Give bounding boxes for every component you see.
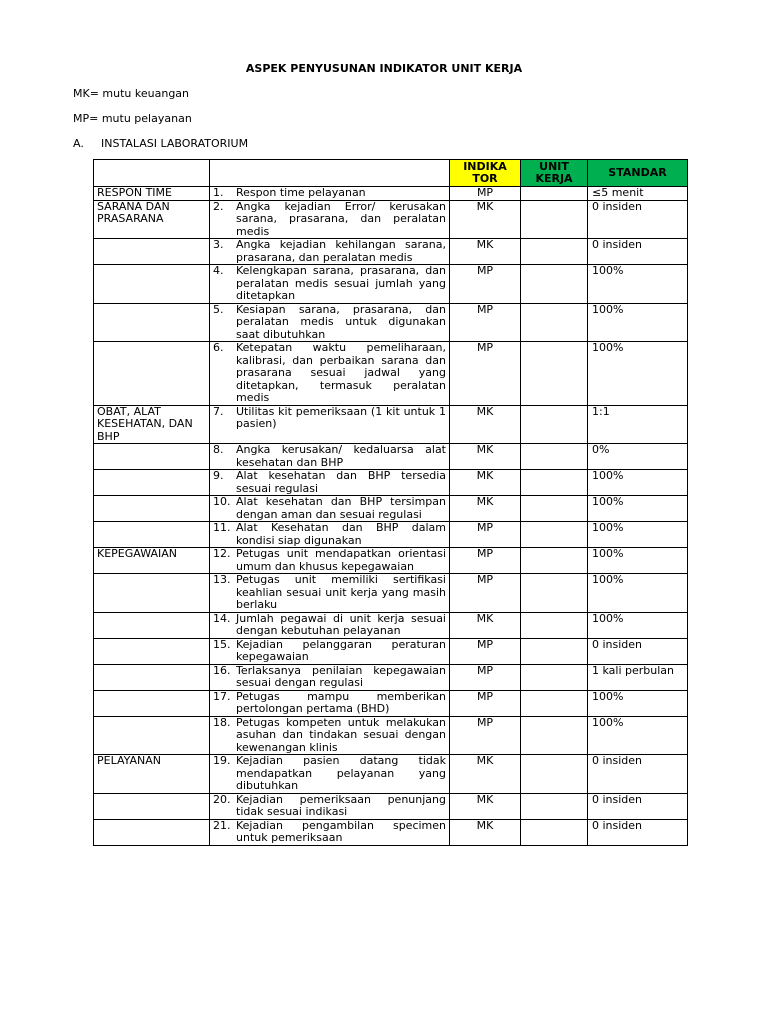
indicator-item <box>213 755 446 793</box>
item-number: 7. <box>213 405 224 418</box>
row-standar: 1 kali perbulan <box>588 664 688 690</box>
indicator-item <box>213 639 446 664</box>
item-number: 6. <box>213 341 224 354</box>
row-unit-kerja <box>521 444 588 470</box>
indicator-item <box>213 574 446 612</box>
row-indicator-text <box>210 187 450 201</box>
row-unit-kerja <box>521 638 588 664</box>
item-text: Angka kejadian Error/ kerusakan sarana, prasarana, dan peralatan medis <box>236 200 446 238</box>
row-indicator-text <box>210 716 450 755</box>
row-indicator-text <box>210 496 450 522</box>
row-indicator-text <box>210 548 450 574</box>
indicator-item <box>213 717 446 755</box>
legend-mp: MP= mutu pelayanan <box>73 112 192 125</box>
row-indicator-text <box>210 470 450 496</box>
item-number: 1. <box>213 186 224 199</box>
row-category <box>94 690 210 716</box>
row-standar: 100% <box>588 342 688 406</box>
indicator-item <box>213 548 446 573</box>
table-row <box>94 444 688 470</box>
item-text: Alat kesehatan dan BHP tersimpan dengan aman dan sesuai regulasi <box>236 495 446 521</box>
row-indicator-text <box>210 265 450 304</box>
item-text: Terlaksanya penilaian kepegawaian sesuai dengan regulasi <box>236 664 446 689</box>
table-row <box>94 819 688 845</box>
row-indikator: MK <box>450 405 521 444</box>
row-unit-kerja <box>521 239 588 265</box>
row-category: KEPEGAWAIAN <box>94 548 210 574</box>
item-text: Utilitas kit pemeriksaan (1 kit untuk 1 pasien) <box>236 405 446 430</box>
row-unit-kerja <box>521 342 588 406</box>
row-indikator: MK <box>450 793 521 819</box>
table-row <box>94 496 688 522</box>
table-row <box>94 716 688 755</box>
row-indicator-text <box>210 200 450 239</box>
row-standar: 100% <box>588 470 688 496</box>
item-text: Petugas mampu memberikan pertolongan pertama (BHD) <box>236 690 446 715</box>
item-text: Respon time pelayanan <box>236 186 366 199</box>
item-number: 21. <box>213 819 231 832</box>
item-text: Kejadian pengambilan specimen untuk pemeriksaan <box>236 819 446 844</box>
row-category <box>94 819 210 845</box>
indicator-item <box>213 613 446 638</box>
row-standar: 100% <box>588 612 688 638</box>
row-indicator-text <box>210 239 450 265</box>
row-unit-kerja <box>521 200 588 239</box>
table-header-row <box>94 160 688 187</box>
row-category <box>94 638 210 664</box>
table-row <box>94 664 688 690</box>
row-category <box>94 303 210 342</box>
row-unit-kerja <box>521 265 588 304</box>
table-row <box>94 303 688 342</box>
row-indicator-text <box>210 444 450 470</box>
row-category <box>94 612 210 638</box>
row-standar: 100% <box>588 716 688 755</box>
item-text: Petugas kompeten untuk melakukan asuhan dan tindakan sesuai dengan kewenangan klinis <box>236 716 446 754</box>
item-text: Kesiapan sarana, prasarana, dan peralatan medis untuk digunakan saat dibutuhkan <box>236 303 446 341</box>
row-unit-kerja <box>521 470 588 496</box>
row-indikator: MP <box>450 187 521 201</box>
item-text: Petugas unit mendapatkan orientasi umum dan khusus kepegawaian <box>236 547 446 573</box>
item-text: Kejadian pasien datang tidak mendapatkan pelayanan yang dibutuhkan <box>236 754 446 792</box>
table-row <box>94 690 688 716</box>
item-number: 9. <box>213 469 224 482</box>
row-category <box>94 664 210 690</box>
row-unit-kerja <box>521 187 588 201</box>
row-standar: 0 insiden <box>588 755 688 794</box>
item-number: 4. <box>213 264 224 277</box>
indicator-item <box>213 187 446 200</box>
row-standar: 100% <box>588 496 688 522</box>
row-indikator: MP <box>450 265 521 304</box>
row-indicator-text <box>210 755 450 794</box>
table-row <box>94 239 688 265</box>
row-indikator: MK <box>450 819 521 845</box>
row-standar: 100% <box>588 690 688 716</box>
item-number: 13. <box>213 573 231 586</box>
item-number: 19. <box>213 754 231 767</box>
row-category <box>94 470 210 496</box>
item-text: Ketepatan waktu pemeliharaan, kalibrasi, dan perbaikan sarana dan prasarana sesuai jadwal yang ditetapkan, termasuk peralatan medis <box>236 341 446 404</box>
row-indikator: MK <box>450 470 521 496</box>
row-indikator: MP <box>450 303 521 342</box>
row-unit-kerja <box>521 574 588 613</box>
row-standar: 0 insiden <box>588 819 688 845</box>
indicator-item <box>213 265 446 303</box>
item-text: Jumlah pegawai di unit kerja sesuai dengan kebutuhan pelayanan <box>236 612 446 637</box>
row-category <box>94 444 210 470</box>
row-unit-kerja <box>521 793 588 819</box>
row-standar: 1:1 <box>588 405 688 444</box>
row-standar: 100% <box>588 548 688 574</box>
row-unit-kerja <box>521 303 588 342</box>
row-standar: 0% <box>588 444 688 470</box>
row-indikator: MK <box>450 444 521 470</box>
row-indikator: MP <box>450 664 521 690</box>
row-category <box>94 342 210 406</box>
row-category: SARANA DAN PRASARANA <box>94 200 210 239</box>
row-unit-kerja <box>521 612 588 638</box>
item-number: 10. <box>213 495 231 508</box>
row-indikator: MP <box>450 638 521 664</box>
indicator-item <box>213 665 446 690</box>
table-row <box>94 342 688 406</box>
item-number: 11. <box>213 521 231 534</box>
indicator-item <box>213 820 446 845</box>
item-number: 14. <box>213 612 231 625</box>
indicator-item <box>213 444 446 469</box>
row-unit-kerja <box>521 664 588 690</box>
indicator-item <box>213 201 446 239</box>
item-text: Angka kerusakan/ kedaluarsa alat kesehatan dan BHP <box>236 443 446 469</box>
item-number: 12. <box>213 547 231 560</box>
row-standar: 0 insiden <box>588 239 688 265</box>
row-indicator-text <box>210 303 450 342</box>
section-heading <box>73 137 248 150</box>
table-row <box>94 187 688 201</box>
table-row <box>94 405 688 444</box>
row-unit-kerja <box>521 522 588 548</box>
row-indicator-text <box>210 638 450 664</box>
row-indikator: MP <box>450 342 521 406</box>
item-text: Kejadian pelanggaran peraturan kepegawaian <box>236 638 446 663</box>
row-unit-kerja <box>521 496 588 522</box>
row-category <box>94 239 210 265</box>
indicator-item <box>213 470 446 495</box>
table-row <box>94 574 688 613</box>
row-unit-kerja <box>521 716 588 755</box>
table-row <box>94 200 688 239</box>
row-category <box>94 522 210 548</box>
row-standar: 100% <box>588 303 688 342</box>
item-text: Alat Kesehatan dan BHP dalam kondisi siap digunakan <box>236 521 446 547</box>
row-standar: 0 insiden <box>588 793 688 819</box>
header-unit-kerja: UNIT KERJA <box>521 160 588 187</box>
row-indicator-text <box>210 405 450 444</box>
row-indikator: MK <box>450 200 521 239</box>
header-indikator: INDIKA TOR <box>450 160 521 187</box>
section-label: INSTALASI LABORATORIUM <box>101 137 249 150</box>
row-unit-kerja <box>521 690 588 716</box>
indicator-item <box>213 691 446 716</box>
row-indikator: MP <box>450 574 521 613</box>
row-unit-kerja <box>521 819 588 845</box>
table-row <box>94 755 688 794</box>
row-category <box>94 793 210 819</box>
section-number: A. <box>73 137 84 150</box>
table-row <box>94 522 688 548</box>
row-indikator: MP <box>450 716 521 755</box>
item-number: 16. <box>213 664 231 677</box>
row-standar: 0 insiden <box>588 200 688 239</box>
indicator-item <box>213 406 446 431</box>
header-blank-item <box>210 160 450 187</box>
row-indicator-text <box>210 342 450 406</box>
header-standar: STANDAR <box>588 160 688 187</box>
row-indicator-text <box>210 664 450 690</box>
legend-mk: MK= mutu keuangan <box>73 87 190 100</box>
item-number: 20. <box>213 793 231 806</box>
row-indicator-text <box>210 793 450 819</box>
row-category <box>94 574 210 613</box>
table-row <box>94 470 688 496</box>
item-text: Kelengkapan sarana, prasarana, dan peralatan medis sesuai jumlah yang ditetapkan <box>236 264 446 302</box>
indicator-item <box>213 522 446 547</box>
row-standar: ≤5 menit <box>588 187 688 201</box>
row-standar: 100% <box>588 522 688 548</box>
item-text: Angka kejadian kehilangan sarana, prasarana, dan peralatan medis <box>236 238 446 264</box>
indicator-item <box>213 239 446 264</box>
item-text: Kejadian pemeriksaan penunjang tidak sesuai indikasi <box>236 793 446 818</box>
row-indikator: MK <box>450 612 521 638</box>
item-number: 2. <box>213 200 224 213</box>
row-standar: 0 insiden <box>588 638 688 664</box>
row-unit-kerja <box>521 755 588 794</box>
row-indicator-text <box>210 690 450 716</box>
table-row <box>94 793 688 819</box>
row-standar: 100% <box>588 265 688 304</box>
table-row <box>94 265 688 304</box>
document-title: ASPEK PENYUSUNAN INDIKATOR UNIT KERJA <box>245 62 523 75</box>
indicator-item <box>213 342 446 405</box>
row-unit-kerja <box>521 405 588 444</box>
row-category <box>94 716 210 755</box>
row-category <box>94 265 210 304</box>
row-indikator: MK <box>450 239 521 265</box>
table-body <box>94 187 688 846</box>
indicator-item <box>213 794 446 819</box>
row-indikator: MP <box>450 690 521 716</box>
item-text: Petugas unit memiliki sertifikasi keahlian sesuai unit kerja yang masih berlaku <box>236 573 446 611</box>
item-number: 5. <box>213 303 224 316</box>
table-row <box>94 548 688 574</box>
row-indicator-text <box>210 522 450 548</box>
row-unit-kerja <box>521 548 588 574</box>
row-category <box>94 496 210 522</box>
row-category: OBAT, ALAT KESEHATAN, DAN BHP <box>94 405 210 444</box>
row-indikator: MK <box>450 496 521 522</box>
row-category: PELAYANAN <box>94 755 210 794</box>
item-number: 15. <box>213 638 231 651</box>
row-category: RESPON TIME <box>94 187 210 201</box>
row-indicator-text <box>210 612 450 638</box>
item-number: 3. <box>213 238 224 251</box>
item-number: 8. <box>213 443 224 456</box>
row-indikator: MP <box>450 522 521 548</box>
row-indicator-text <box>210 819 450 845</box>
row-indicator-text <box>210 574 450 613</box>
item-text: Alat kesehatan dan BHP tersedia sesuai regulasi <box>236 469 446 495</box>
item-number: 18. <box>213 716 231 729</box>
indicator-item <box>213 304 446 342</box>
indicator-table <box>93 159 688 846</box>
indicator-item <box>213 496 446 521</box>
row-standar: 100% <box>588 574 688 613</box>
table-row <box>94 612 688 638</box>
item-number: 17. <box>213 690 231 703</box>
table-row <box>94 638 688 664</box>
header-blank-category <box>94 160 210 187</box>
row-indikator: MP <box>450 548 521 574</box>
row-indikator: MK <box>450 755 521 794</box>
